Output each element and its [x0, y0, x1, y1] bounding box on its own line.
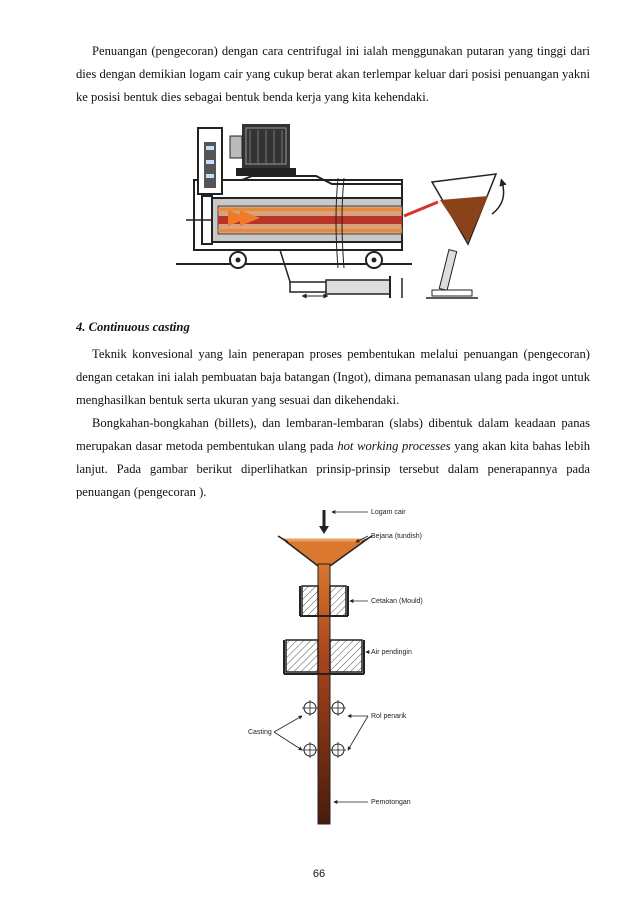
paragraph-ingot-text: Teknik konvesional yang lain penerapan proses pembentukan melalui penuangan (pengecoran) dengan cetakan ini ialah pembuatan baja batangan (Ingot), dimana pemanasan ulang pada ingot untuk menghasilkan bentuk serta ukuran yang sesuai dan dikehendaki.: [76, 347, 590, 407]
label-rol-penarik: Rol penarik: [371, 713, 407, 720]
hydraulic-ram: [280, 250, 402, 298]
paragraph-billets-text-end: yang akan kita bahas lebih lanjut. Pada gambar berikut diperlihatkan prinsip-prinsip tersebut dalam penerapannya pada penuangan (pengecoran ).: [76, 439, 590, 499]
label-bejana: Bejana (tundish): [371, 533, 422, 540]
paragraph-ingot: [76, 343, 590, 412]
paragraph-centrifugal: [76, 40, 590, 109]
label-logam-cair: Logam cair: [371, 509, 406, 516]
label-cetakan: Cetakan (Mould): [371, 598, 423, 605]
label-casting: Casting: [248, 729, 272, 736]
label-pemotongan: Pemotongan: [371, 799, 411, 806]
pouring-ladle: [404, 174, 504, 298]
wheel-left: [230, 252, 246, 268]
die-tube: [186, 196, 402, 244]
wheel-right: [366, 252, 382, 268]
paragraph-billets-italic: hot working processes: [337, 439, 451, 453]
paragraph-billets: [76, 412, 590, 504]
page-number: 66: [312, 868, 326, 880]
continuous-casting-figure: [244, 502, 444, 832]
paragraph-centrifugal-text: Penuangan (pengecoran) dengan cara centrifugal ini ialah menggunakan putaran yang tinggi dari dies dengan demikian logam cair yang cukup berat akan terlempar keluar dari posisi penuangan yakni ke posisi bentuk dies sebagai bentuk benda kerja yang kita kehendaki.: [76, 44, 590, 104]
motor: [230, 124, 296, 176]
label-air-pendingin: Air pendingin: [371, 649, 412, 656]
casting-strand: [318, 564, 330, 824]
paragraph-billets-text: Bongkahan-bongkahan (billets), dan lembaran-lembaran (slabs) dibentuk dalam keadaan panas merupakan dasar metoda pembentukan ulang pada: [76, 416, 590, 453]
section-heading: 4. Continuous casting: [76, 320, 190, 334]
tundish: [284, 540, 366, 566]
centrifugal-casting-figure: [176, 118, 528, 304]
belt-drive: [198, 128, 222, 194]
pour-arrow-head: [319, 526, 329, 534]
